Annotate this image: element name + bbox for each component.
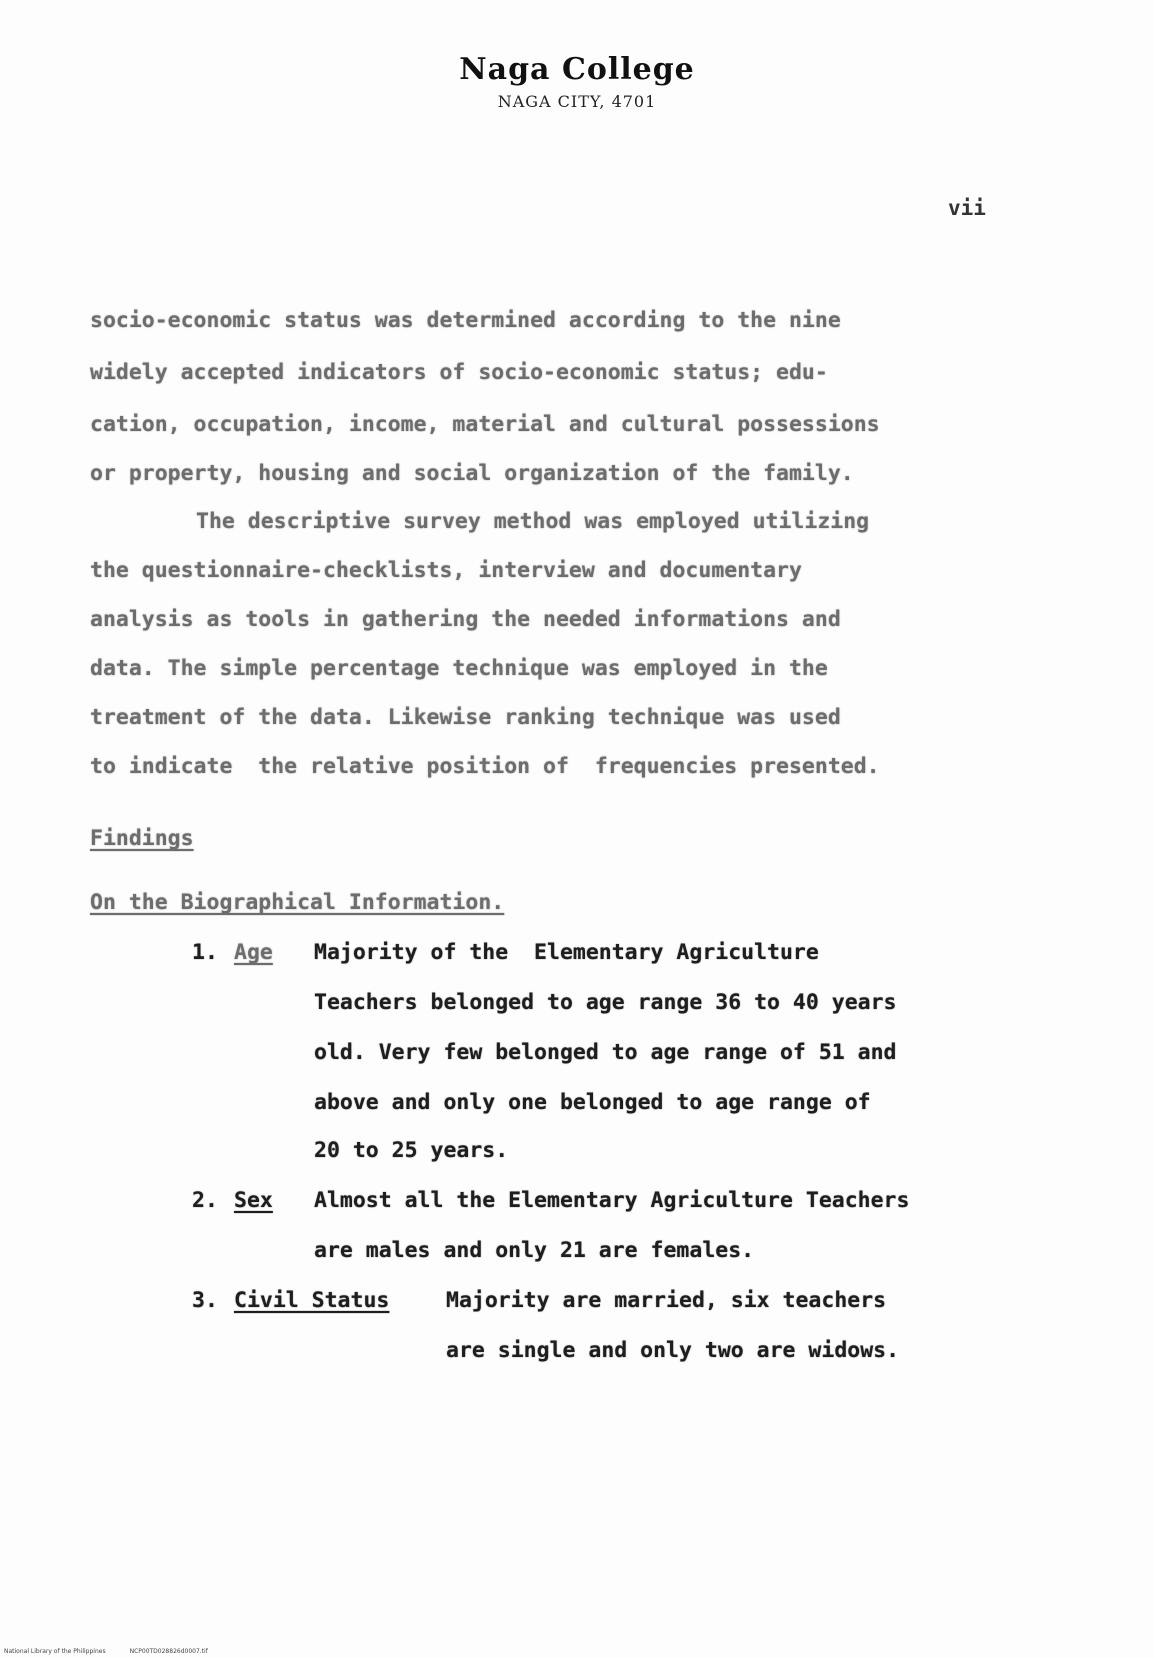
paragraph2-line: data. The simple percentage technique was employed in the (90, 656, 828, 681)
paragraph1-line: widely accepted indicators of socio-economic status; edu- (90, 360, 828, 385)
item-text-line: Majority of the Elementary Agriculture (314, 940, 819, 965)
item-label-civil-status: Civil Status (234, 1288, 390, 1313)
letterhead-title: Naga College (459, 52, 695, 87)
item-label-age: Age (234, 940, 273, 965)
subsection-heading: On the Biographical Information. (90, 890, 505, 915)
item-text-line: above and only one belonged to age range of (314, 1090, 871, 1115)
item-number: 1. (192, 940, 218, 965)
paragraph2-line: to indicate the relative position of frequencies presented. (90, 754, 880, 779)
paragraph2-line: analysis as tools in gathering the needed informations and (90, 607, 841, 632)
item-text-line: Teachers belonged to age range 36 to 40 years (314, 990, 897, 1015)
paragraph2-line: The descriptive survey method was employed utilizing (196, 509, 870, 534)
footer-code: NCP00TD028826d0007.tif (129, 1648, 208, 1655)
item-text-line: are males and only 21 are females. (314, 1238, 755, 1263)
item-text-line: Majority are married, six teachers (446, 1288, 887, 1313)
page-number: vii (948, 196, 986, 220)
item-text-line: Almost all the Elementary Agriculture Teachers (314, 1188, 910, 1213)
paragraph1-line: cation, occupation, income, material and cultural possessions (90, 412, 880, 437)
item-number: 2. (192, 1188, 218, 1213)
item-text-line: are single and only two are widows. (446, 1338, 900, 1363)
paragraph1-line: or property, housing and social organization of the family. (90, 461, 854, 486)
footer-library: National Library of the Philippines (4, 1648, 106, 1655)
item-label-sex: Sex (234, 1188, 273, 1213)
findings-heading: Findings (90, 826, 194, 851)
item-text-line: old. Very few belonged to age range of 51 and (314, 1040, 897, 1065)
item-text-line: 20 to 25 years. (314, 1138, 509, 1163)
paragraph2-line: the questionnaire-checklists, interview and documentary (90, 558, 802, 583)
item-number: 3. (192, 1288, 218, 1313)
paragraph2-line: treatment of the data. Likewise ranking technique was used (90, 705, 841, 730)
letterhead-subtitle: NAGA CITY, 4701 (497, 92, 657, 111)
scan-footer (4, 1648, 232, 1655)
paragraph1-line: socio-economic status was determined according to the nine (90, 308, 841, 333)
